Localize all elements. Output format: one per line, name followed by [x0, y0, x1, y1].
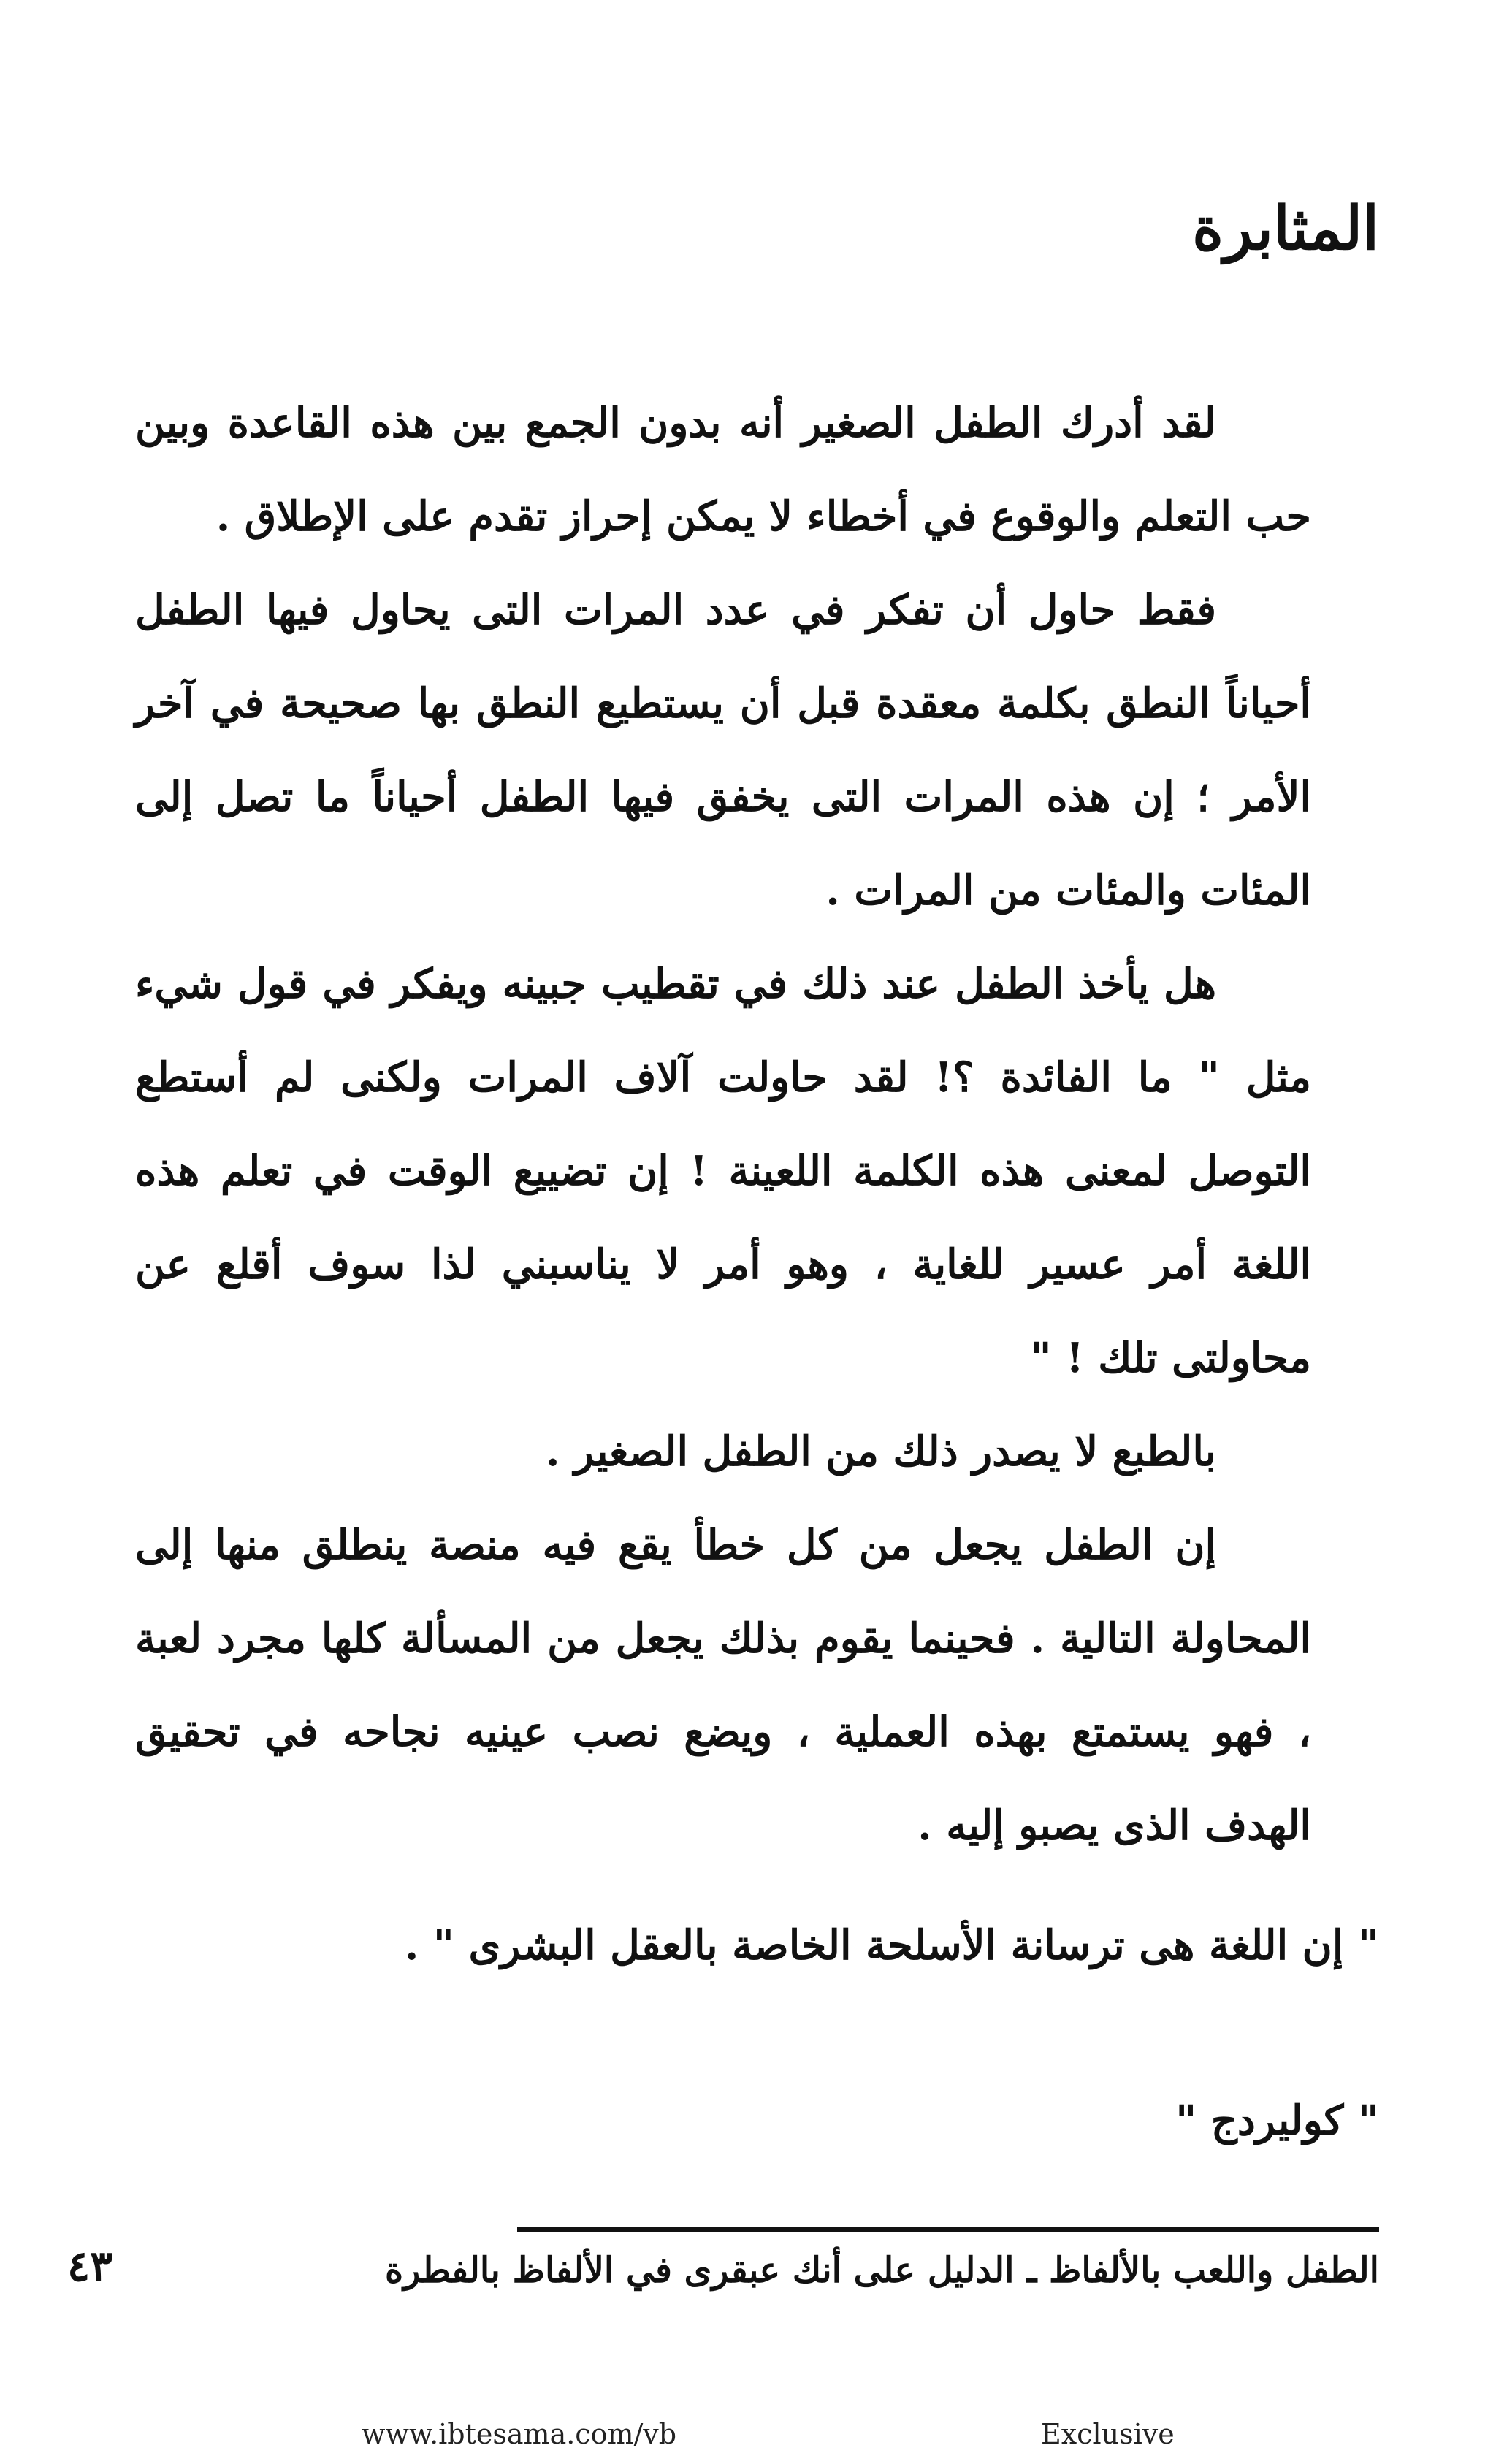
paragraph-5: إن الطفل يجعل من كل خطأ يقع فيه منصة ينطلق منها إلى المحاولة التالية . فحينما يقوم بذلك يجعل من المسألة كلها مجرد لعبة ، فهو يستمتع بهذه العملية ، ويضع نصب عينيه نجاحه في تحقيق الهدف الذى يصبو إليه .: [135, 1521, 1311, 1850]
watermark-label: Exclusive: [1041, 2418, 1175, 2450]
paragraph-4: بالطبع لا يصدر ذلك من الطفل الصغير .: [546, 1427, 1216, 1476]
paragraph-1: لقد أدرك الطفل الصغير أنه بدون الجمع بين هذه القاعدة وبين حب التعلم والوقوع في أخطاء لا يمكن إحراز تقدم على الإطلاق .: [135, 399, 1311, 541]
footer-book-title: الطفل واللعب بالألفاظ ـ الدليل على أنك عبقرى في الألفاظ بالفطرة: [385, 2250, 1379, 2291]
page-number: ٤٣: [67, 2241, 113, 2291]
quote-author: " كوليردج ": [1175, 2097, 1379, 2145]
paragraph-3: هل يأخذ الطفل عند ذلك في تقطيب جبينه ويفكر في قول شيء مثل " ما الفائدة ؟! لقد حاولت آلاف المرات ولكنى لم أستطع التوصل لمعنى هذه الكلمة اللعينة ! إن تضييع الوقت في تعلم هذه اللغة أمر عسير للغاية ، وهو أمر لا يناسبني لذا سوف أقلع عن محاولتى تلك ! ": [135, 960, 1311, 1382]
watermark-url: www.ibtesama.com/vb: [362, 2418, 677, 2450]
footer-divider: [517, 2227, 1379, 2232]
paragraph-2: فقط حاول أن تفكر في عدد المرات التى يحاول فيها الطفل أحياناً النطق بكلمة معقدة قبل أن يستطيع النطق بها صحيحة في آخر الأمر ؛ إن هذه المرات التى يخفق فيها الطفل أحياناً ما تصل إلى المئات والمئات من المرات .: [135, 586, 1311, 915]
section-heading: المثابرة: [1192, 194, 1379, 264]
body-text: [135, 376, 1311, 1872]
quote-text: " إن اللغة هى ترسانة الأسلحة الخاصة بالعقل البشرى " .: [404, 1921, 1379, 1969]
